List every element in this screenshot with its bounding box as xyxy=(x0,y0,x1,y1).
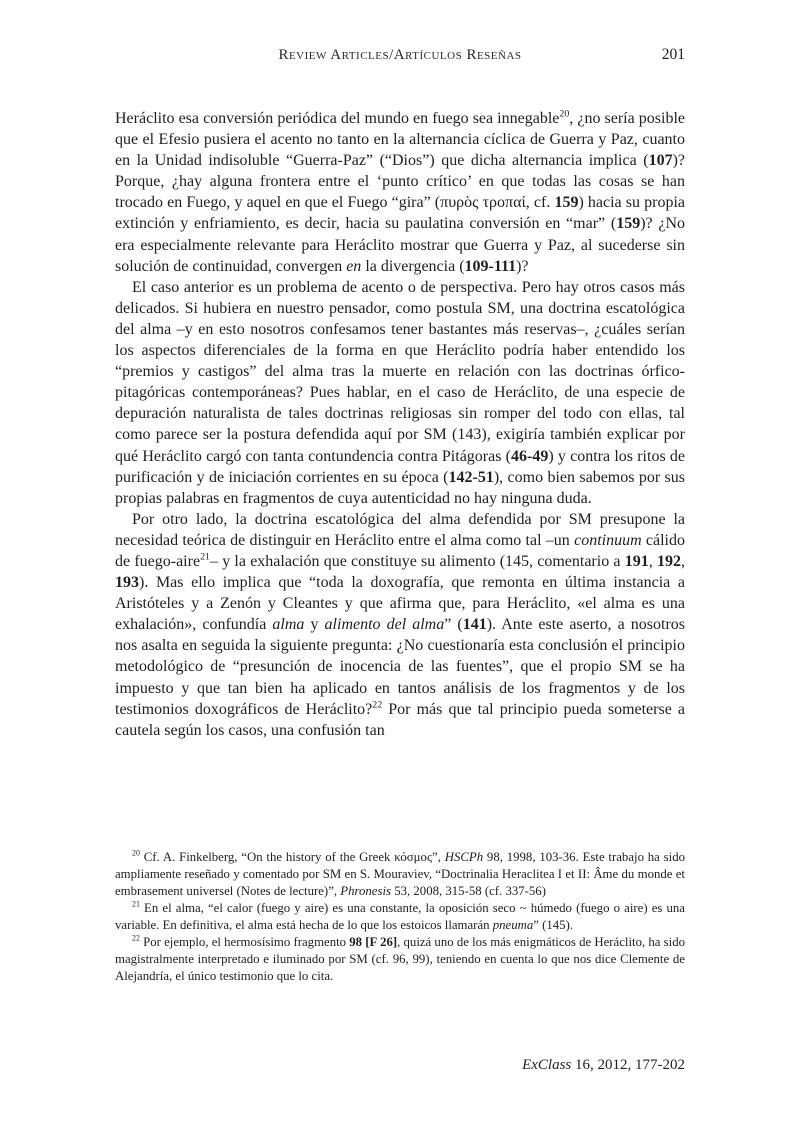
journal-citation: ExClass 16, 2012, 177-202 xyxy=(522,1057,685,1073)
running-head xyxy=(115,46,685,64)
body-paragraph-2: El caso anterior es un problema de acento o de perspectiva. Pero hay otros casos más delicados. Si hubiera en nuestro pensador, como postula SM, una doctrina escatológica del alma –y en esto nosotros confesamos tener bastantes más reservas–, ¿cuáles serían los aspectos diferenciales de la forma en que Heráclito podría haber entendido los “premios y castigos” del alma tras la muerte en relación con las doctrinas órfico-pitagóricas contemporáneas? Pues hablar, en el caso de Heráclito, de una especie de depuración naturalista de tales doctrinas religiosas sin romper del todo con ellas, tal como parece ser la postura defendida aquí por SM (143), exigiría también explicar por qué Heráclito cargó con tanta contundencia contra Pitágoras (46-49) y contra los ritos de purificación y de iniciación corrientes en su época (142-51), como bien sabemos por sus propias palabras en fragmentos de cuya autenticidad no hay ninguna duda. xyxy=(115,278,685,507)
body-paragraph-1: Heráclito esa conversión periódica del mundo en fuego sea innegable$^{20}$, ¿no sería posible que el Efesio pusiera el acento no tanto en la alternancia cíclica de Guerra y Paz, cuanto en la Unidad indisoluble “Guerra-Paz” (“Dios”) que dicha alternancia implica (107)? Porque, ¿hay alguna frontera entre el ‘punto crítico’ en que todas las cosas se han trocado en Fuego, y aquel en que el Fuego “gira” (πυρὸς τροπαί, cf. 159) hacia su propia extinción y enfriamiento, es decir, hacia su paulatina conversión en “mar” (159)? ¿No era especialmente relevante para Heráclito mostrar que Guerra y Paz, al sucederse sin solución de continuidad, convergen en la divergencia (109-111)? xyxy=(115,108,686,275)
footnote-20: $^{20}$ Cf. A. Finkelberg, “On the history of the Greek κόσμος”, HSCPh 98, 1998, 103-36. Este trabajo ha sido ampliamente reseñado y comentado por SM en S. Mouraviev, “Doctrinalia Heraclitea I et II: Âme du monde et embrasement universel (Notes de lecture)”, Phronesis 53, 2008, 315-58 (cf. 337-56) xyxy=(115,848,685,898)
footnote-21: $^{21}$ En el alma, “el calor (fuego y aire) es una constante, la oposición seco ~ húmedo (fuego o aire) es una variable. En definitiva, el alma está hecha de lo que los estoicos llamarán pneuma” (145). xyxy=(115,899,685,932)
footnotes-section xyxy=(115,849,685,985)
page-number: 201 xyxy=(661,46,685,63)
footnote-22: $^{22}$ Por ejemplo, el hermosísimo fragmento 98 [F 26], quizá uno de los más enigmáticos de Heráclito, ha sido magistralmente interpretado e iluminado por SM (cf. 96, 99), teniendo en cuenta lo que nos dice Clemente de Alejandría, el único testimonio que lo cita. xyxy=(115,933,685,983)
running-head-title: Review Articles/Artículos Reseñas xyxy=(278,47,522,63)
body-paragraph-3: Por otro lado, la doctrina escatológica del alma defendida por SM presupone la necesidad teórica de distinguir en Heráclito entre el alma como tal –un continuum cálido de fuego-aire$^{21}$– y la exhalación que constituye su alimento (145, comentario a 191, 192, 193). Mas ello implica que “toda la doxografía, que remonta en última instancia a Aristóteles y a Zenón y Cleantes y que afirma que, para Heráclito, «el alma es una exhalación», confundía alma y alimento del alma” (141). Ante este aserto, a nosotros nos asalta en seguida la siguiente pregunta: ¿No cuestionaría esta conclusión el principio metodológico de “presunción de inocencia de las fuentes”, que el propio SM se ha impuesto y que tan bien ha aplicado en tantos análisis de los fragmentos y de los testimonios doxográficos de Heráclito?$^{22}$ Por más que tal principio pueda someterse a cautela según los casos, una confusión tan xyxy=(115,510,686,739)
article-body xyxy=(115,108,685,741)
journal-footer xyxy=(115,1057,685,1074)
